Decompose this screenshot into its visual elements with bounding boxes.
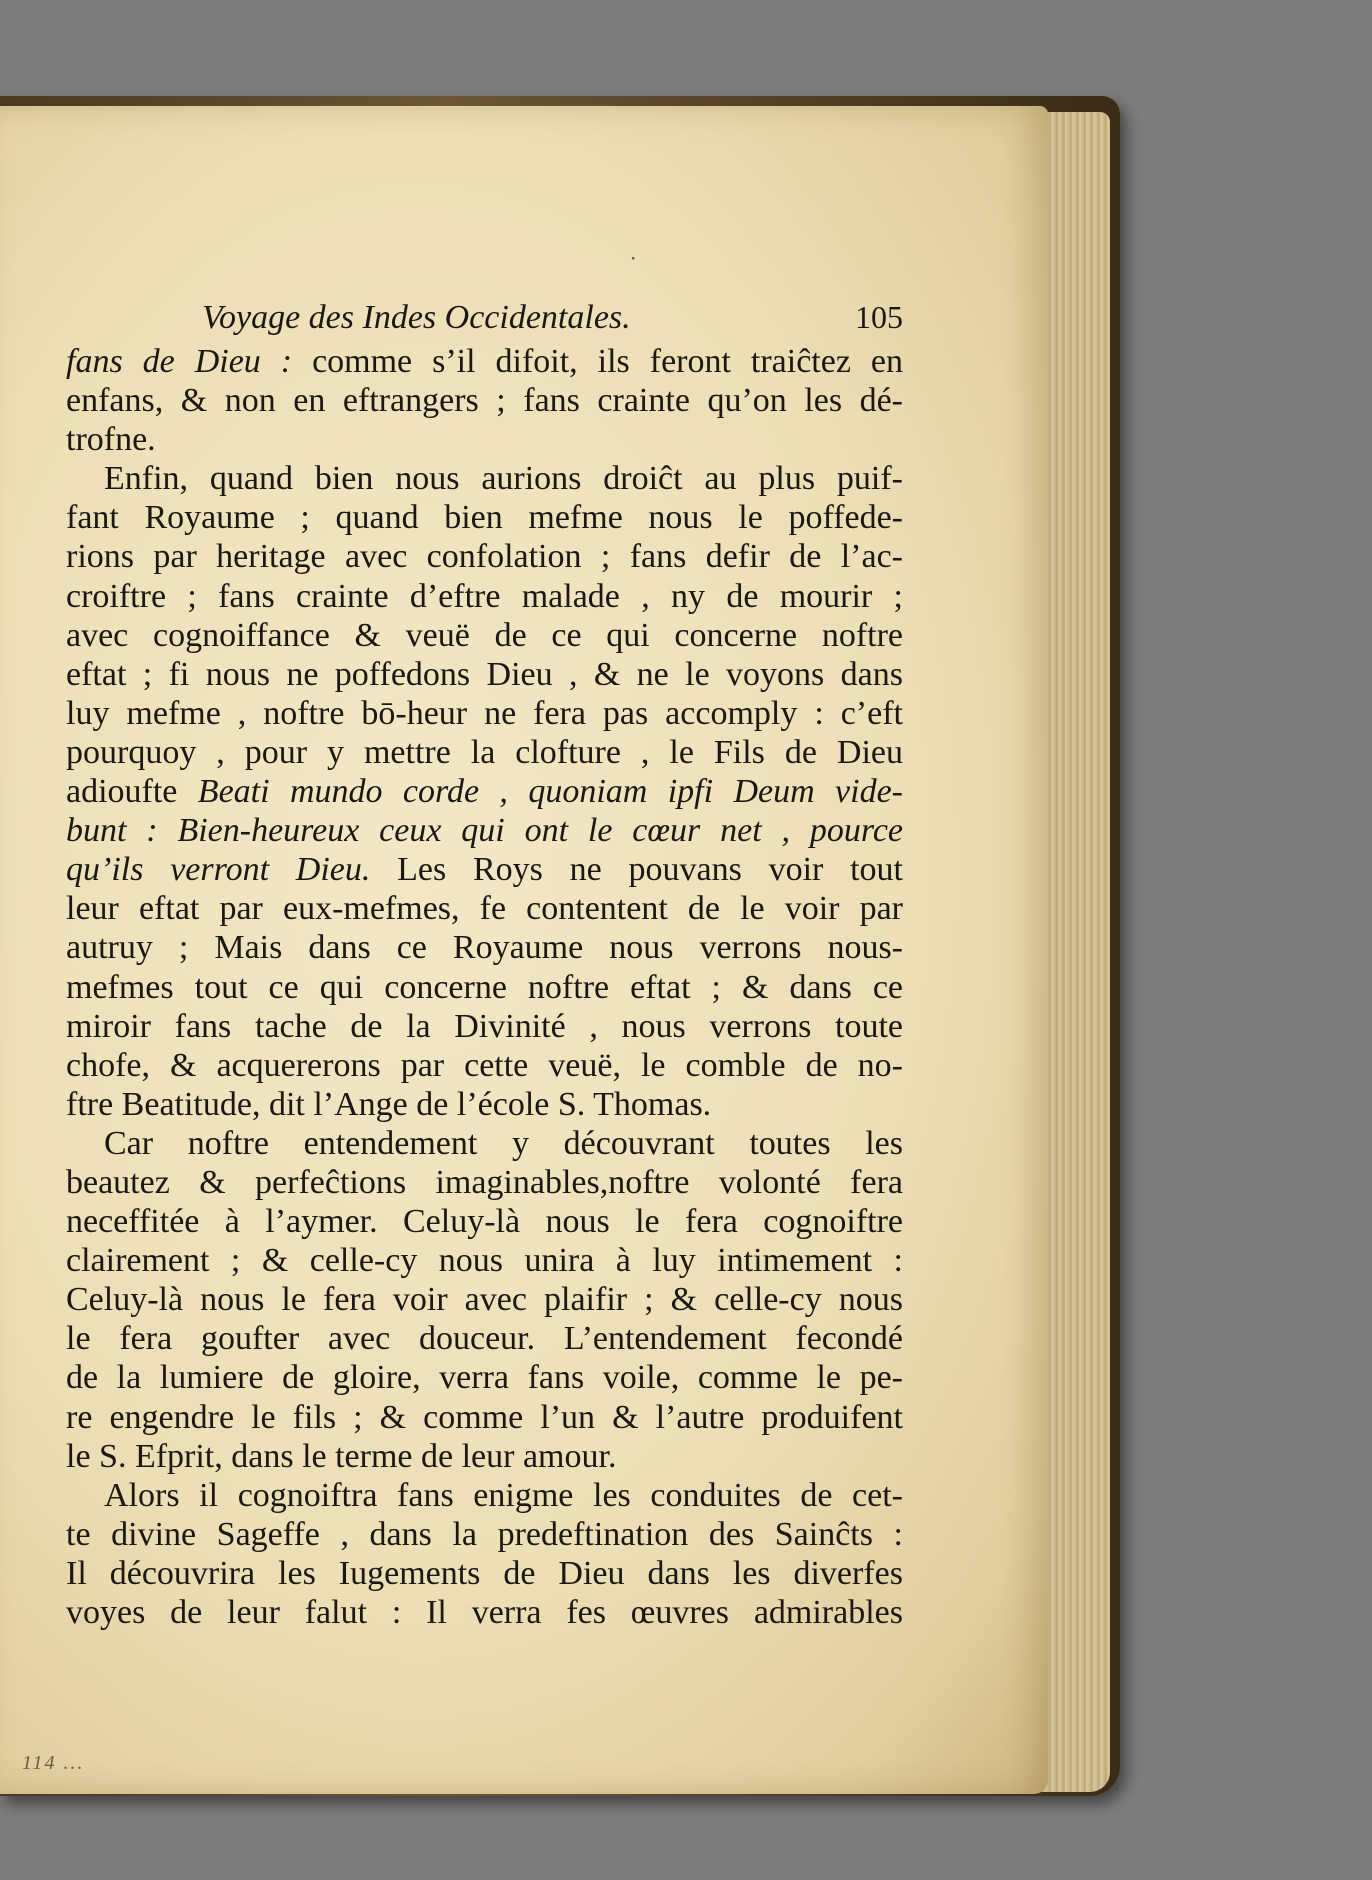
text-segment: croiftre ; fans crainte d’eftre malade , ny de mourir ; xyxy=(66,577,903,615)
text-line xyxy=(66,655,903,694)
text-line xyxy=(66,616,903,655)
italic-segment: bunt : Bien-heureux ceux qui ont le cœur net , pource xyxy=(66,812,903,850)
text-segment: clairement ; & celle-cy nous unira à luy intimement : xyxy=(66,1242,903,1280)
italic-segment: Beati mundo corde , quoniam ipfi Deum vide- xyxy=(197,773,903,811)
text-segment: miroir fans tache de la Divinité , nous verrons toute xyxy=(66,1007,903,1045)
text-line xyxy=(66,1398,903,1437)
body-text xyxy=(66,342,903,1632)
text-line xyxy=(66,381,903,420)
text-segment: luy mefme , noftre bō-heur ne fera pas accomply : c’eft xyxy=(66,694,903,732)
text-segment: enfans, & non en eftrangers ; fans crainte qu’on les dé- xyxy=(66,382,903,420)
text-segment: Enfin, quand bien nous aurions droiĉt au plus puif- xyxy=(104,460,903,498)
text-line xyxy=(66,1593,903,1632)
text-line xyxy=(66,1319,903,1358)
text-segment: adioufte xyxy=(66,773,198,811)
ink-speck: · xyxy=(630,246,637,270)
text-line xyxy=(66,1280,903,1319)
text-segment: autruy ; Mais dans ce Royaume nous verrons nous- xyxy=(66,929,903,967)
text-segment: Car noftre entendement y découvrant toutes les xyxy=(104,1124,903,1162)
text-line xyxy=(66,1241,903,1280)
text-segment: Celuy-là nous le fera voir avec plaifir ; & celle-cy nous xyxy=(66,1281,903,1319)
text-line xyxy=(66,1085,903,1124)
text-line xyxy=(66,1046,903,1085)
text-line xyxy=(66,342,903,381)
text-line xyxy=(66,537,903,576)
text-line xyxy=(66,772,903,811)
text-segment: beautez & perfeĉtions imaginables,noftre volonté fera xyxy=(66,1163,903,1201)
text-line xyxy=(66,577,903,616)
text-segment: Il découvrira les Iugements de Dieu dans les diverfes xyxy=(66,1554,903,1592)
text-line xyxy=(66,1202,903,1241)
text-segment: avec cognoiffance & veuë de ce qui concerne noftre xyxy=(66,616,903,654)
text-line xyxy=(66,1437,903,1476)
text-line xyxy=(66,889,903,928)
text-line xyxy=(66,928,903,967)
text-line xyxy=(66,498,903,537)
text-segment: re engendre le fils ; & comme l’un & l’autre produifent xyxy=(66,1398,903,1436)
text-segment: Les Roys ne pouvans voir tout xyxy=(370,851,903,889)
text-segment: leur eftat par eux-mefmes, fe contentent de le voir par xyxy=(66,890,903,928)
text-line xyxy=(66,1007,903,1046)
text-segment: Alors il cognoiftra fans enigme les conduites de cet- xyxy=(104,1476,903,1514)
text-line xyxy=(66,968,903,1007)
italic-segment: qu’ils verront Dieu. xyxy=(66,851,371,889)
text-line xyxy=(66,811,903,850)
text-segment: eftat ; fi nous ne poffedons Dieu , & ne le voyons dans xyxy=(66,655,903,693)
text-line xyxy=(66,850,903,889)
text-segment: neceffitée à l’aymer. Celuy-là nous le fera cognoiftre xyxy=(66,1203,903,1241)
text-line xyxy=(66,1358,903,1397)
text-segment: voyes de leur falut : Il verra fes œuvres admirables xyxy=(66,1594,903,1631)
text-segment: ftre Beatitude, dit l’Ange de l’école S. Thomas. xyxy=(66,1085,712,1123)
page-header xyxy=(66,298,903,340)
text-line xyxy=(66,1124,903,1163)
margin-note: 114 ... xyxy=(22,1752,85,1774)
text-line xyxy=(66,1476,903,1515)
text-segment: fant Royaume ; quand bien mefme nous le poffede- xyxy=(66,499,903,537)
text-line xyxy=(66,1554,903,1593)
page-number: 105 xyxy=(855,299,903,335)
text-line xyxy=(66,459,903,498)
book-page xyxy=(0,106,1048,1794)
text-block xyxy=(66,298,903,1632)
text-line xyxy=(66,1163,903,1202)
text-segment: chofe, & acquererons par cette veuë, le comble de no- xyxy=(66,1046,903,1084)
text-segment: de la lumiere de gloire, verra fans voile, comme le pe- xyxy=(66,1359,903,1397)
text-segment: te divine Sageffe , dans la predeftination des Sainĉts : xyxy=(66,1515,903,1553)
running-head: Voyage des Indes Occidentales. xyxy=(202,299,631,336)
text-segment: rions par heritage avec confolation ; fans defir de l’ac- xyxy=(66,538,903,576)
text-line xyxy=(66,1515,903,1554)
text-segment: le S. Efprit, dans le terme de leur amour. xyxy=(66,1437,617,1475)
text-segment: trofne. xyxy=(66,421,156,459)
text-segment: pourquoy , pour y mettre la clofture , le Fils de Dieu xyxy=(66,733,903,771)
text-line xyxy=(66,733,903,772)
text-line xyxy=(66,420,903,459)
text-segment: mefmes tout ce qui concerne noftre eftat ; & dans ce xyxy=(66,968,903,1006)
italic-segment: fans de Dieu : xyxy=(66,343,293,380)
text-segment: comme s’il difoit, ils feront traiĉtez en xyxy=(292,343,903,380)
text-segment: le fera goufter avec douceur. L’entendement fecondé xyxy=(66,1320,903,1358)
text-line xyxy=(66,694,903,733)
